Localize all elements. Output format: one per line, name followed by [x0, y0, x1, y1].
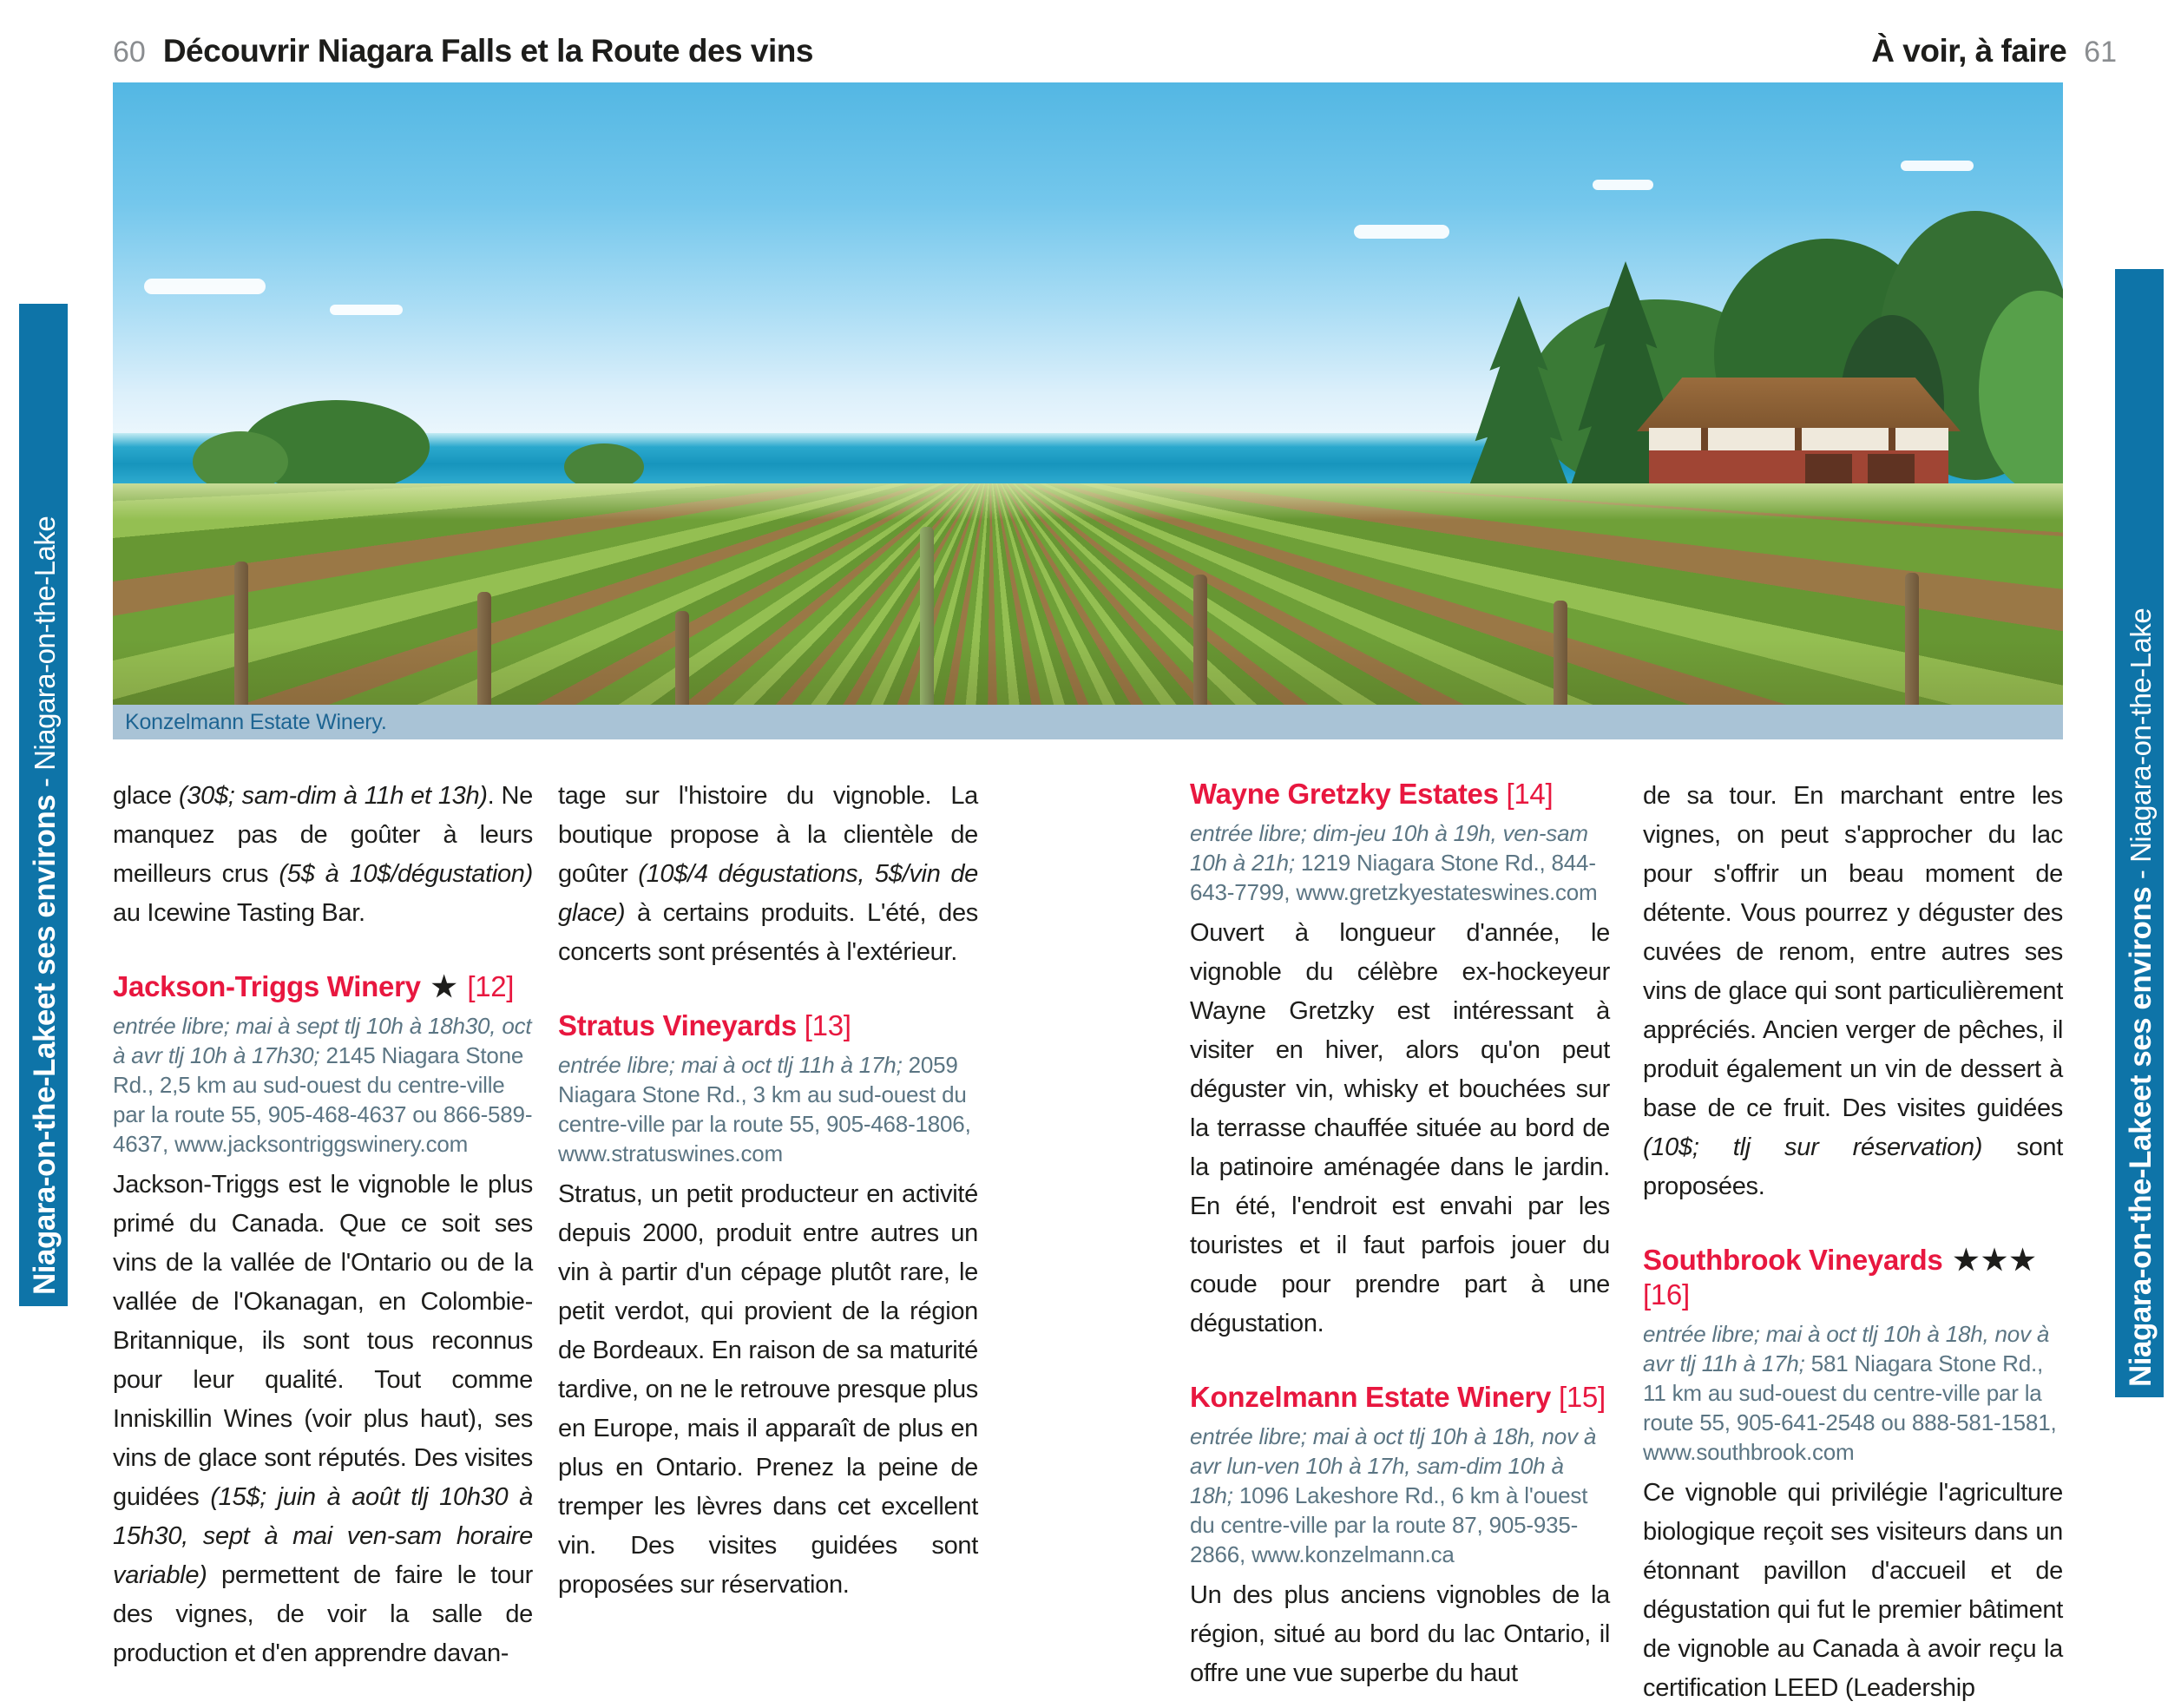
- sidebar-title-regular: - Niagara-on-the-Lake: [29, 516, 61, 795]
- rating-star-icon: ★: [420, 970, 460, 1002]
- fence-post: [920, 527, 934, 705]
- intro-paragraph: glace (30$; sam-dim à 11h et 13h). Ne manquez pas de goûter à leurs meilleurs crus (5$ à 10$/dégustation) au Icewine Tasting Bar.: [113, 782, 533, 927]
- listing-number: [13]: [796, 1009, 851, 1041]
- listing-heading-jackson-triggs: [113, 969, 533, 1004]
- vineyard-rows: [113, 483, 2063, 705]
- listing-body-stratus: Stratus, un petit producteur en activité depuis 2000, produit entre autres un vin à partir d'un cépage plutôt rare, le petit verdot, qui provient de la région de Bordeaux. En raison de sa maturité tardive, on ne le retrouve presque plus en Europe, mais il apparaît de plus en plus en Ontario. Prenez la peine de tremper les lèvres dans cet excellent vin. Des visites guidées sont proposées sur réservation.: [558, 1180, 978, 1599]
- fence-post: [1193, 575, 1207, 705]
- cloud: [1354, 225, 1449, 239]
- section-title: À voir, à faire: [1871, 33, 2067, 69]
- listing-name: Stratus Vineyards: [558, 1009, 797, 1041]
- cloud: [1901, 161, 1974, 171]
- listing-name: Wayne Gretzky Estates: [1190, 778, 1499, 810]
- listing-name: Jackson-Triggs Winery: [113, 970, 421, 1002]
- listing-details-southbrook: entrée libre; mai à oct tlj 10h à 18h, nov à avr tlj 11h à 17h; 581 Niagara Stone Rd., 11 km au sud-ouest du centre-ville par la route 55, 905-641-2548 ou 888-581-1581, www.southbrook.com: [1643, 1321, 2057, 1465]
- continuation-paragraph: tage sur l'histoire du vignoble. La boutique propose à la clientèle de goûter (10$/4 dégustations, 5$/vin de glace) à certains produits. L'été, des concerts sont présentés à l'extérieur.: [558, 782, 978, 966]
- sidebar-title-bold: Niagara-on-the-Lakeet ses environs: [28, 794, 62, 1295]
- listing-body-konzelmann: Un des plus anciens vignobles de la région, situé au bord du lac Ontario, il offre une vue superbe du haut: [1190, 1581, 1610, 1687]
- running-head-left: [113, 33, 813, 69]
- rating-star-icon: ★★★: [1942, 1244, 2039, 1276]
- building-timber: [1795, 428, 1802, 450]
- sidebar-title-regular: - Niagara-on-the-Lake: [2125, 608, 2157, 887]
- listing-number: [16]: [1643, 1278, 1690, 1311]
- sidebar-title-left: [27, 516, 63, 1295]
- listing-heading-southbrook: [1643, 1243, 2063, 1312]
- listing-heading-gretzky: [1190, 777, 1610, 811]
- fence-post: [1905, 573, 1919, 705]
- listing-name: Konzelmann Estate Winery: [1190, 1381, 1552, 1413]
- column-1: [113, 777, 533, 1673]
- listing-body-southbrook: Ce vignoble qui privilégie l'agriculture biologique reçoit ses visiteurs dans un étonnant pavillon d'accueil et de dégustation qui fut le premier bâtiment de vignoble au Canada à avoir reçu la certification LEED (Leadership: [1643, 1479, 2063, 1702]
- continuation-paragraph: de sa tour. En marchant entre les vignes, on peut s'approcher du lac pour s'offrir un beau moment de détente. Vous pourrez y déguster des cuvées de renom, entre autres ses vins de glace qui sont particulièrement appréciés. Ancien verger de pêches, il produit également un vin de dessert à base de ce fruit. Des visites guidées (10$; tlj sur réservation) sont proposées.: [1643, 782, 2063, 1200]
- listing-details-jackson-triggs: entrée libre; mai à sept tlj 10h à 18h30, oct à avr tlj 10h à 17h30; 2145 Niagara Stone Rd., 2,5 km au sud-ouest du centre-ville par la route 55, 905-468-4637 ou 866-589-4637, www.jacksontriggswinery.com: [113, 1013, 533, 1157]
- building-roof: [1637, 378, 1961, 431]
- building-timber: [1701, 428, 1708, 450]
- vineyard-photo: [113, 82, 2063, 705]
- cloud: [1593, 180, 1653, 190]
- fence-post: [1554, 601, 1567, 705]
- fence-post: [234, 562, 248, 705]
- listing-details-stratus: entrée libre; mai à oct tlj 11h à 17h; 2059 Niagara Stone Rd., 3 km au sud-ouest du centre-ville par la route 55, 905-468-1806, www.stratuswines.com: [558, 1052, 971, 1166]
- running-head-right: [1871, 33, 2117, 69]
- page-number-left: 60: [113, 36, 146, 69]
- photo-caption: Konzelmann Estate Winery.: [125, 710, 387, 734]
- listing-details-konzelmann: entrée libre; mai à oct tlj 10h à 18h, nov à avr lun-ven 10h à 17h, sam-dim 10h à 18h; 1096 Lakeshore Rd., 6 km à l'ouest du centre-ville par la route 87, 905-935-2866, www.konzelmann.ca: [1190, 1423, 1597, 1567]
- chapter-title: Découvrir Niagara Falls et la Route des vins: [162, 33, 813, 69]
- sidebar-title-right: [2123, 608, 2159, 1387]
- winery-building: [1649, 378, 1948, 489]
- listing-heading-konzelmann: [1190, 1380, 1610, 1415]
- cloud: [330, 305, 403, 315]
- page-number-right: 61: [2084, 36, 2117, 69]
- column-2: [558, 777, 978, 1605]
- listing-body-jackson-triggs: Jackson-Triggs est le vignoble le plus primé du Canada. Que ce soit ses vins de la vallée de l'Ontario ou de la vallée de l'Okanagan, en Colombie-Britannique, ils sont tous reconnus pour leur qualité. Tout comme Inniskillin Wines (voir plus haut), ses vins de glace sont réputés. Des visites guidées (15$; juin à août tlj 10h30 à 15h30, sept à mai ven-sam horaire variable) permettent de faire le tour des vignes, de voir la salle de production et d'en apprendre davan-: [113, 1171, 533, 1667]
- photo-caption-bar: [113, 705, 2063, 739]
- listing-heading-stratus: [558, 1008, 978, 1043]
- listing-body-gretzky: Ouvert à longueur d'année, le vignoble du célèbre ex-hockeyeur Wayne Gretzky est intéressant à visiter en hiver, alors qu'on peut déguster vin, whisky et bouchées sur la terrasse chauffée située au bord de la patinoire aménagée dans le jardin. En été, l'endroit est envahi par les touristes et il faut parfois jouer du coude pour prendre part à une dégustation.: [1190, 919, 1610, 1337]
- column-3: [1190, 777, 1610, 1693]
- sidebar-title-bold: Niagara-on-the-Lakeet ses environs: [2124, 886, 2158, 1387]
- listing-number: [12]: [459, 970, 515, 1002]
- fence-post: [477, 592, 491, 705]
- listing-number: [15]: [1551, 1381, 1606, 1413]
- listing-details-gretzky: entrée libre; dim-jeu 10h à 19h, ven-sam 10h à 21h; 1219 Niagara Stone Rd., 844-643-7799, www.gretzkyestateswines.com: [1190, 820, 1598, 905]
- cloud: [144, 279, 266, 294]
- building-timber: [1889, 428, 1895, 450]
- listing-number: [14]: [1498, 778, 1554, 810]
- column-4: [1643, 777, 2063, 1708]
- listing-name: Southbrook Vineyards: [1643, 1244, 1943, 1276]
- fence-post: [675, 611, 689, 705]
